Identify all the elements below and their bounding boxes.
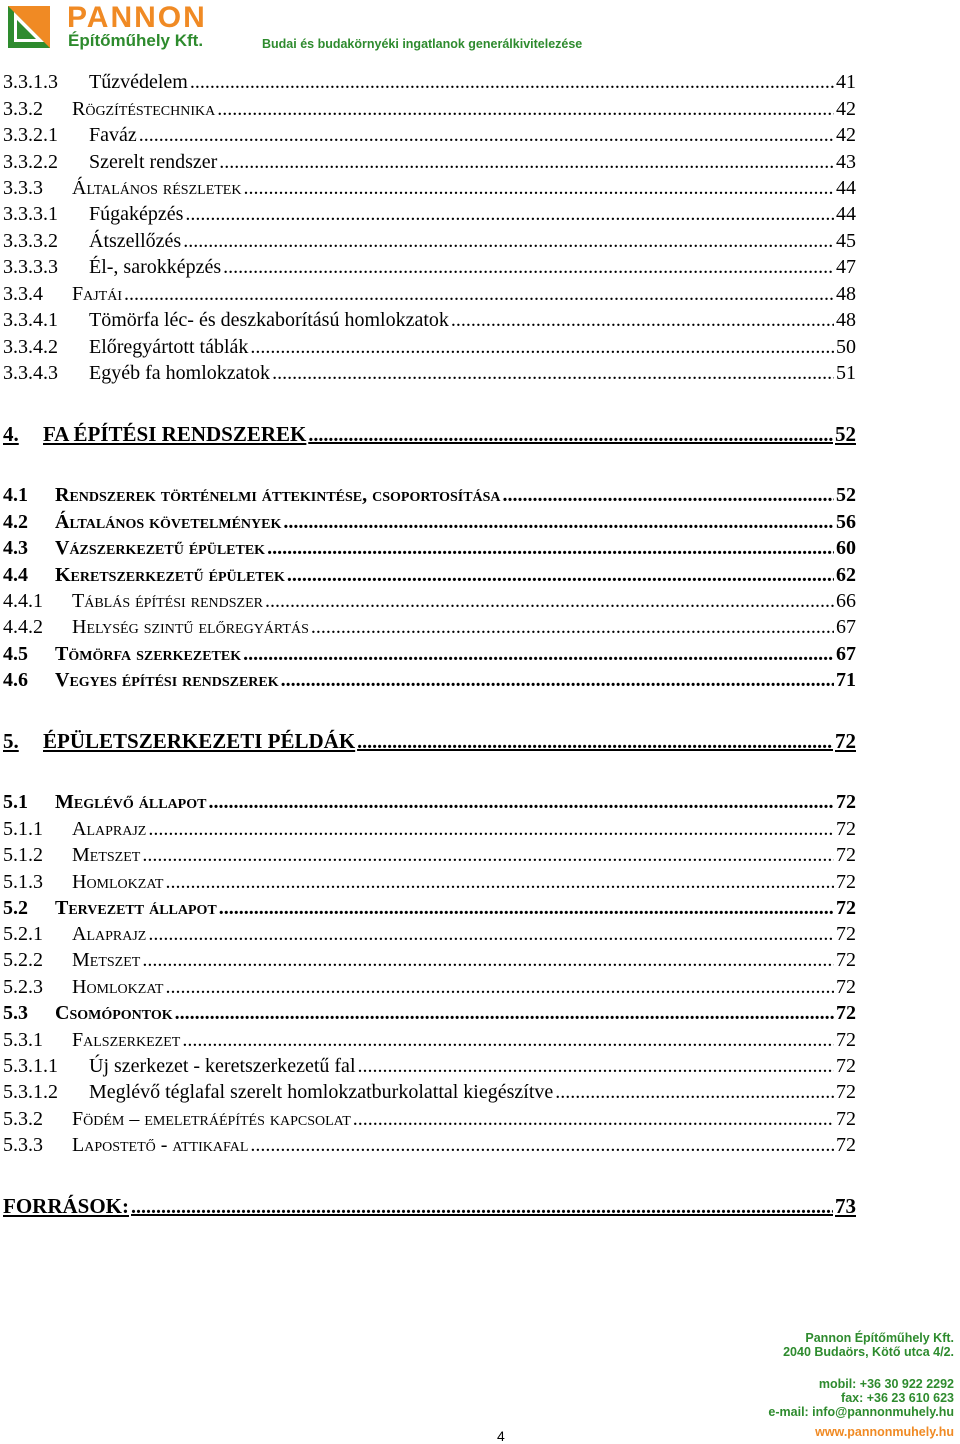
toc-entry[interactable] [3, 123, 856, 147]
toc-entry-page: 45 [836, 230, 856, 252]
toc-entry-title: ÉPÜLETSZERKEZETI PÉLDÁK [43, 729, 356, 753]
toc-dot-leader [250, 1133, 834, 1157]
toc-entry-number: 4.4.1 [3, 590, 43, 612]
toc-dot-leader [357, 730, 833, 754]
toc-dot-leader [555, 1080, 834, 1104]
toc-entry-title: Metszet [72, 844, 141, 866]
toc-entry[interactable] [3, 510, 856, 534]
toc-entry-number: 3.3.2 [3, 98, 43, 120]
toc-entry-title: Egyéb fa homlokzatok [89, 362, 271, 384]
toc-dot-leader [124, 282, 834, 306]
toc-entry[interactable] [3, 922, 856, 946]
toc-entry[interactable] [3, 563, 856, 587]
toc-entry-page: 67 [836, 616, 856, 638]
toc-entry-number: 3.3.2.1 [3, 124, 58, 146]
toc-entry-number: 5.2.3 [3, 976, 43, 998]
toc-entry-page: 72 [836, 1081, 856, 1103]
toc-entry-title: Helység szintű előregyártás [72, 616, 309, 638]
toc-entry-title: Meglévő állapot [55, 791, 207, 813]
toc-dot-leader [281, 668, 834, 692]
toc-entry[interactable] [3, 817, 856, 841]
pannon-logo-icon [8, 6, 50, 48]
brand-name: PANNON [67, 1, 207, 34]
toc-dot-leader [219, 896, 834, 920]
company-mobile: mobil: +36 30 922 2292 [818, 1377, 954, 1391]
toc-entry-number: 5. [3, 729, 19, 753]
toc-entry-page: 72 [836, 1108, 856, 1130]
toc-dot-leader [182, 1028, 834, 1052]
toc-dot-leader [283, 510, 834, 534]
toc-entry-page: 73 [835, 1194, 856, 1218]
toc-entry-page: 42 [836, 124, 856, 146]
toc-entry[interactable] [3, 870, 856, 894]
toc-entry-number: 4.6 [3, 669, 28, 691]
toc-entry-title: Új szerkezet - keretszerkezetű fal [89, 1055, 356, 1077]
toc-entry-page: 72 [836, 791, 856, 813]
toc-entry-number: 3.3.4.3 [3, 362, 58, 384]
toc-entry-number: 5.3 [3, 1002, 28, 1024]
toc-dot-leader [265, 589, 834, 613]
toc-entry-number: 4.1 [3, 484, 28, 506]
toc-entry-title: Rendszerek történelmi áttekintése, csoportosítása [55, 484, 501, 506]
toc-entry-number: 3.3.3.3 [3, 256, 58, 278]
toc-dot-leader [223, 255, 834, 279]
toc-entry-title: Csomópontok [55, 1002, 173, 1024]
toc-dot-leader [219, 150, 834, 174]
toc-entry-page: 67 [836, 643, 856, 665]
toc-entry-page: 72 [836, 897, 856, 919]
toc-dot-leader [503, 483, 834, 507]
toc-entry-number: 4.3 [3, 537, 28, 559]
toc-entry[interactable] [3, 536, 856, 560]
toc-entry-number: 3.3.1.3 [3, 71, 58, 93]
toc-entry-title: Alaprajz [72, 818, 147, 840]
toc-entry-number: 4.4.2 [3, 616, 43, 638]
toc-entry-page: 50 [836, 336, 856, 358]
toc-entry-page: 56 [836, 511, 856, 533]
toc-entry-number: 5.1.3 [3, 871, 43, 893]
toc-entry-title: Tűzvédelem [89, 71, 188, 93]
toc-entry-page: 41 [836, 71, 856, 93]
toc-entry-page: 72 [836, 923, 856, 945]
toc-entry-title: Lapostető - attikafal [72, 1134, 249, 1156]
toc-entry-title: Födém – emeletráépítés kapcsolat [72, 1108, 351, 1130]
toc-entry-title: FA ÉPÍTÉSI RENDSZEREK [43, 422, 307, 446]
toc-entry-number: 3.3.4 [3, 283, 43, 305]
company-email: e-mail: info@pannonmuhely.hu [768, 1405, 954, 1419]
toc-dot-leader [131, 1195, 833, 1219]
toc-entry[interactable] [3, 97, 856, 121]
toc-dot-leader [272, 361, 834, 385]
toc-entry[interactable] [3, 975, 856, 999]
toc-entry-number: 3.3.2.2 [3, 151, 58, 173]
toc-dot-leader [185, 202, 834, 226]
toc-entry-title: Alaprajz [72, 923, 147, 945]
toc-dot-leader [267, 536, 834, 560]
toc-entry[interactable] [3, 1133, 856, 1157]
brand-tagline: Budai és budakörnyéki ingatlanok generálkivitelezése [262, 37, 583, 51]
toc-dot-leader [217, 97, 834, 121]
toc-dot-leader [142, 948, 834, 972]
toc-entry-page: 43 [836, 151, 856, 173]
toc-dot-leader [311, 615, 834, 639]
toc-entry-number: 5.2.2 [3, 949, 43, 971]
toc-entry-title: Fúgaképzés [89, 203, 184, 225]
toc-entry-number: 4.4 [3, 564, 28, 586]
toc-entry-number: 5.3.2 [3, 1108, 43, 1130]
toc-dot-leader [243, 642, 834, 666]
toc-dot-leader [190, 70, 834, 94]
toc-dot-leader [358, 1054, 835, 1078]
toc-entry-page: 72 [836, 871, 856, 893]
company-website-link[interactable]: www.pannonmuhely.hu [815, 1425, 954, 1439]
toc-entry-number: 5.1.1 [3, 818, 43, 840]
toc-entry-page: 52 [835, 422, 856, 446]
toc-entry[interactable] [3, 70, 856, 94]
toc-dot-leader [148, 922, 834, 946]
toc-entry-page: 44 [836, 203, 856, 225]
toc-entry[interactable] [3, 1194, 856, 1218]
toc-entry-title: Falszerkezet [72, 1029, 181, 1051]
toc-entry[interactable] [3, 642, 856, 666]
toc-entry[interactable] [3, 896, 856, 920]
toc-entry-page: 72 [835, 729, 856, 753]
toc-entry[interactable] [3, 948, 856, 972]
toc-entry-page: 72 [836, 1002, 856, 1024]
company-name: Pannon Építőműhely Kft. [805, 1331, 954, 1345]
toc-entry-page: 72 [836, 1134, 856, 1156]
toc-entry-number: 5.3.1.2 [3, 1081, 58, 1103]
toc-entry-number: 3.3.4.1 [3, 309, 58, 331]
toc-entry-title: Szerelt rendszer [89, 151, 218, 173]
toc-entry-title: Homlokzat [72, 871, 164, 893]
toc-entry[interactable] [3, 668, 856, 692]
toc-entry[interactable] [3, 615, 856, 639]
toc-entry-title: Vegyes építési rendszerek [55, 669, 279, 691]
toc-entry[interactable] [3, 1107, 856, 1131]
toc-entry-page: 44 [836, 177, 856, 199]
toc-entry-number: 3.3.3.1 [3, 203, 58, 225]
toc-entry-title: Keretszerkezetű épületek [55, 564, 285, 586]
toc-entry-title: FORRÁSOK: [3, 1194, 129, 1218]
toc-entry-page: 72 [836, 976, 856, 998]
toc-entry[interactable] [3, 1001, 856, 1025]
toc-dot-leader [165, 870, 834, 894]
toc-entry-title: Él-, sarokképzés [89, 256, 222, 278]
toc-entry-number: 4. [3, 422, 19, 446]
toc-entry[interactable] [3, 308, 856, 332]
toc-entry-page: 72 [836, 1055, 856, 1077]
company-address: 2040 Budaörs, Kötő utca 4/2. [783, 1345, 954, 1359]
toc-entry-page: 52 [836, 484, 856, 506]
brand-subtitle: Építőműhely Kft. [68, 31, 204, 50]
toc-entry-title: Tömörfa szerkezetek [55, 643, 242, 665]
toc-entry-page: 62 [836, 564, 856, 586]
toc-entry[interactable] [3, 255, 856, 279]
toc-entry-title: Rögzítéstechnika [72, 98, 216, 120]
toc-entry-page: 51 [836, 362, 856, 384]
toc-entry-title: Fajtái [72, 283, 123, 305]
toc-entry-title: Meglévő téglafal szerelt homlokzatburkolattal kiegészítve [89, 1081, 554, 1103]
toc-entry[interactable] [3, 1028, 856, 1052]
toc-entry[interactable] [3, 361, 856, 385]
toc-dot-leader [175, 1001, 834, 1025]
toc-entry[interactable] [3, 1080, 856, 1104]
toc-entry[interactable] [3, 790, 856, 814]
toc-dot-leader [250, 335, 834, 359]
toc-entry[interactable] [3, 729, 856, 753]
toc-entry[interactable] [3, 150, 856, 174]
toc-entry-number: 3.3.3.2 [3, 230, 58, 252]
toc-dot-leader [148, 817, 834, 841]
toc-entry-page: 71 [836, 669, 856, 691]
page-header [0, 0, 960, 60]
toc-entry[interactable] [3, 176, 856, 200]
toc-entry-title: Metszet [72, 949, 141, 971]
toc-entry-page: 47 [836, 256, 856, 278]
toc-dot-leader [353, 1107, 834, 1131]
toc-dot-leader [308, 423, 833, 447]
toc-dot-leader [287, 563, 834, 587]
toc-entry[interactable] [3, 202, 856, 226]
toc-dot-leader [451, 308, 834, 332]
toc-entry[interactable] [3, 483, 856, 507]
toc-entry-number: 4.5 [3, 643, 28, 665]
toc-entry-page: 60 [836, 537, 856, 559]
toc-entry-page: 66 [836, 590, 856, 612]
toc-entry-title: Általános részletek [72, 177, 242, 199]
toc-entry[interactable] [3, 589, 856, 613]
toc-entry[interactable] [3, 335, 856, 359]
toc-dot-leader [139, 123, 834, 147]
toc-dot-leader [165, 975, 834, 999]
toc-entry-number: 5.1.2 [3, 844, 43, 866]
toc-entry-number: 3.3.3 [3, 177, 43, 199]
toc-entry-title: Átszellőzés [89, 230, 182, 252]
toc-entry-page: 72 [836, 949, 856, 971]
toc-entry-number: 4.2 [3, 511, 28, 533]
toc-entry-number: 5.2 [3, 897, 28, 919]
toc-entry-page: 72 [836, 818, 856, 840]
toc-entry-title: Általános követelmények [55, 511, 282, 533]
toc-entry-title: Vázszerkezetű épületek [55, 537, 266, 559]
toc-entry-number: 5.3.1 [3, 1029, 43, 1051]
toc-entry-page: 72 [836, 844, 856, 866]
toc-dot-leader [183, 229, 834, 253]
toc-entry[interactable] [3, 843, 856, 867]
toc-entry-number: 5.3.3 [3, 1134, 43, 1156]
toc-entry-page: 48 [836, 283, 856, 305]
toc-entry[interactable] [3, 422, 856, 446]
toc-entry-number: 5.2.1 [3, 923, 43, 945]
toc-dot-leader [208, 790, 834, 814]
toc-entry-number: 3.3.4.2 [3, 336, 58, 358]
toc-entry-title: Előregyártott táblák [89, 336, 249, 358]
toc-entry-number: 5.3.1.1 [3, 1055, 58, 1077]
toc-entry-title: Tervezett állapot [55, 897, 217, 919]
toc-entry[interactable] [3, 229, 856, 253]
company-contact-block [768, 1331, 954, 1439]
page-number: 4 [497, 1428, 505, 1444]
toc-entry-page: 48 [836, 309, 856, 331]
toc-entry[interactable] [3, 1054, 856, 1078]
toc-entry-title: Homlokzat [72, 976, 164, 998]
toc-dot-leader [243, 176, 834, 200]
toc-entry-title: Tömörfa léc- és deszkaborítású homlokzatok [89, 309, 449, 331]
company-fax: fax: +36 23 610 623 [841, 1391, 954, 1405]
toc-entry-number: 5.1 [3, 791, 28, 813]
toc-entry-title: Faváz [89, 124, 137, 146]
toc-entry-page: 72 [836, 1029, 856, 1051]
toc-entry[interactable] [3, 282, 856, 306]
toc-dot-leader [142, 843, 834, 867]
toc-entry-title: Táblás építési rendszer [72, 590, 264, 612]
toc-entry-page: 42 [836, 98, 856, 120]
